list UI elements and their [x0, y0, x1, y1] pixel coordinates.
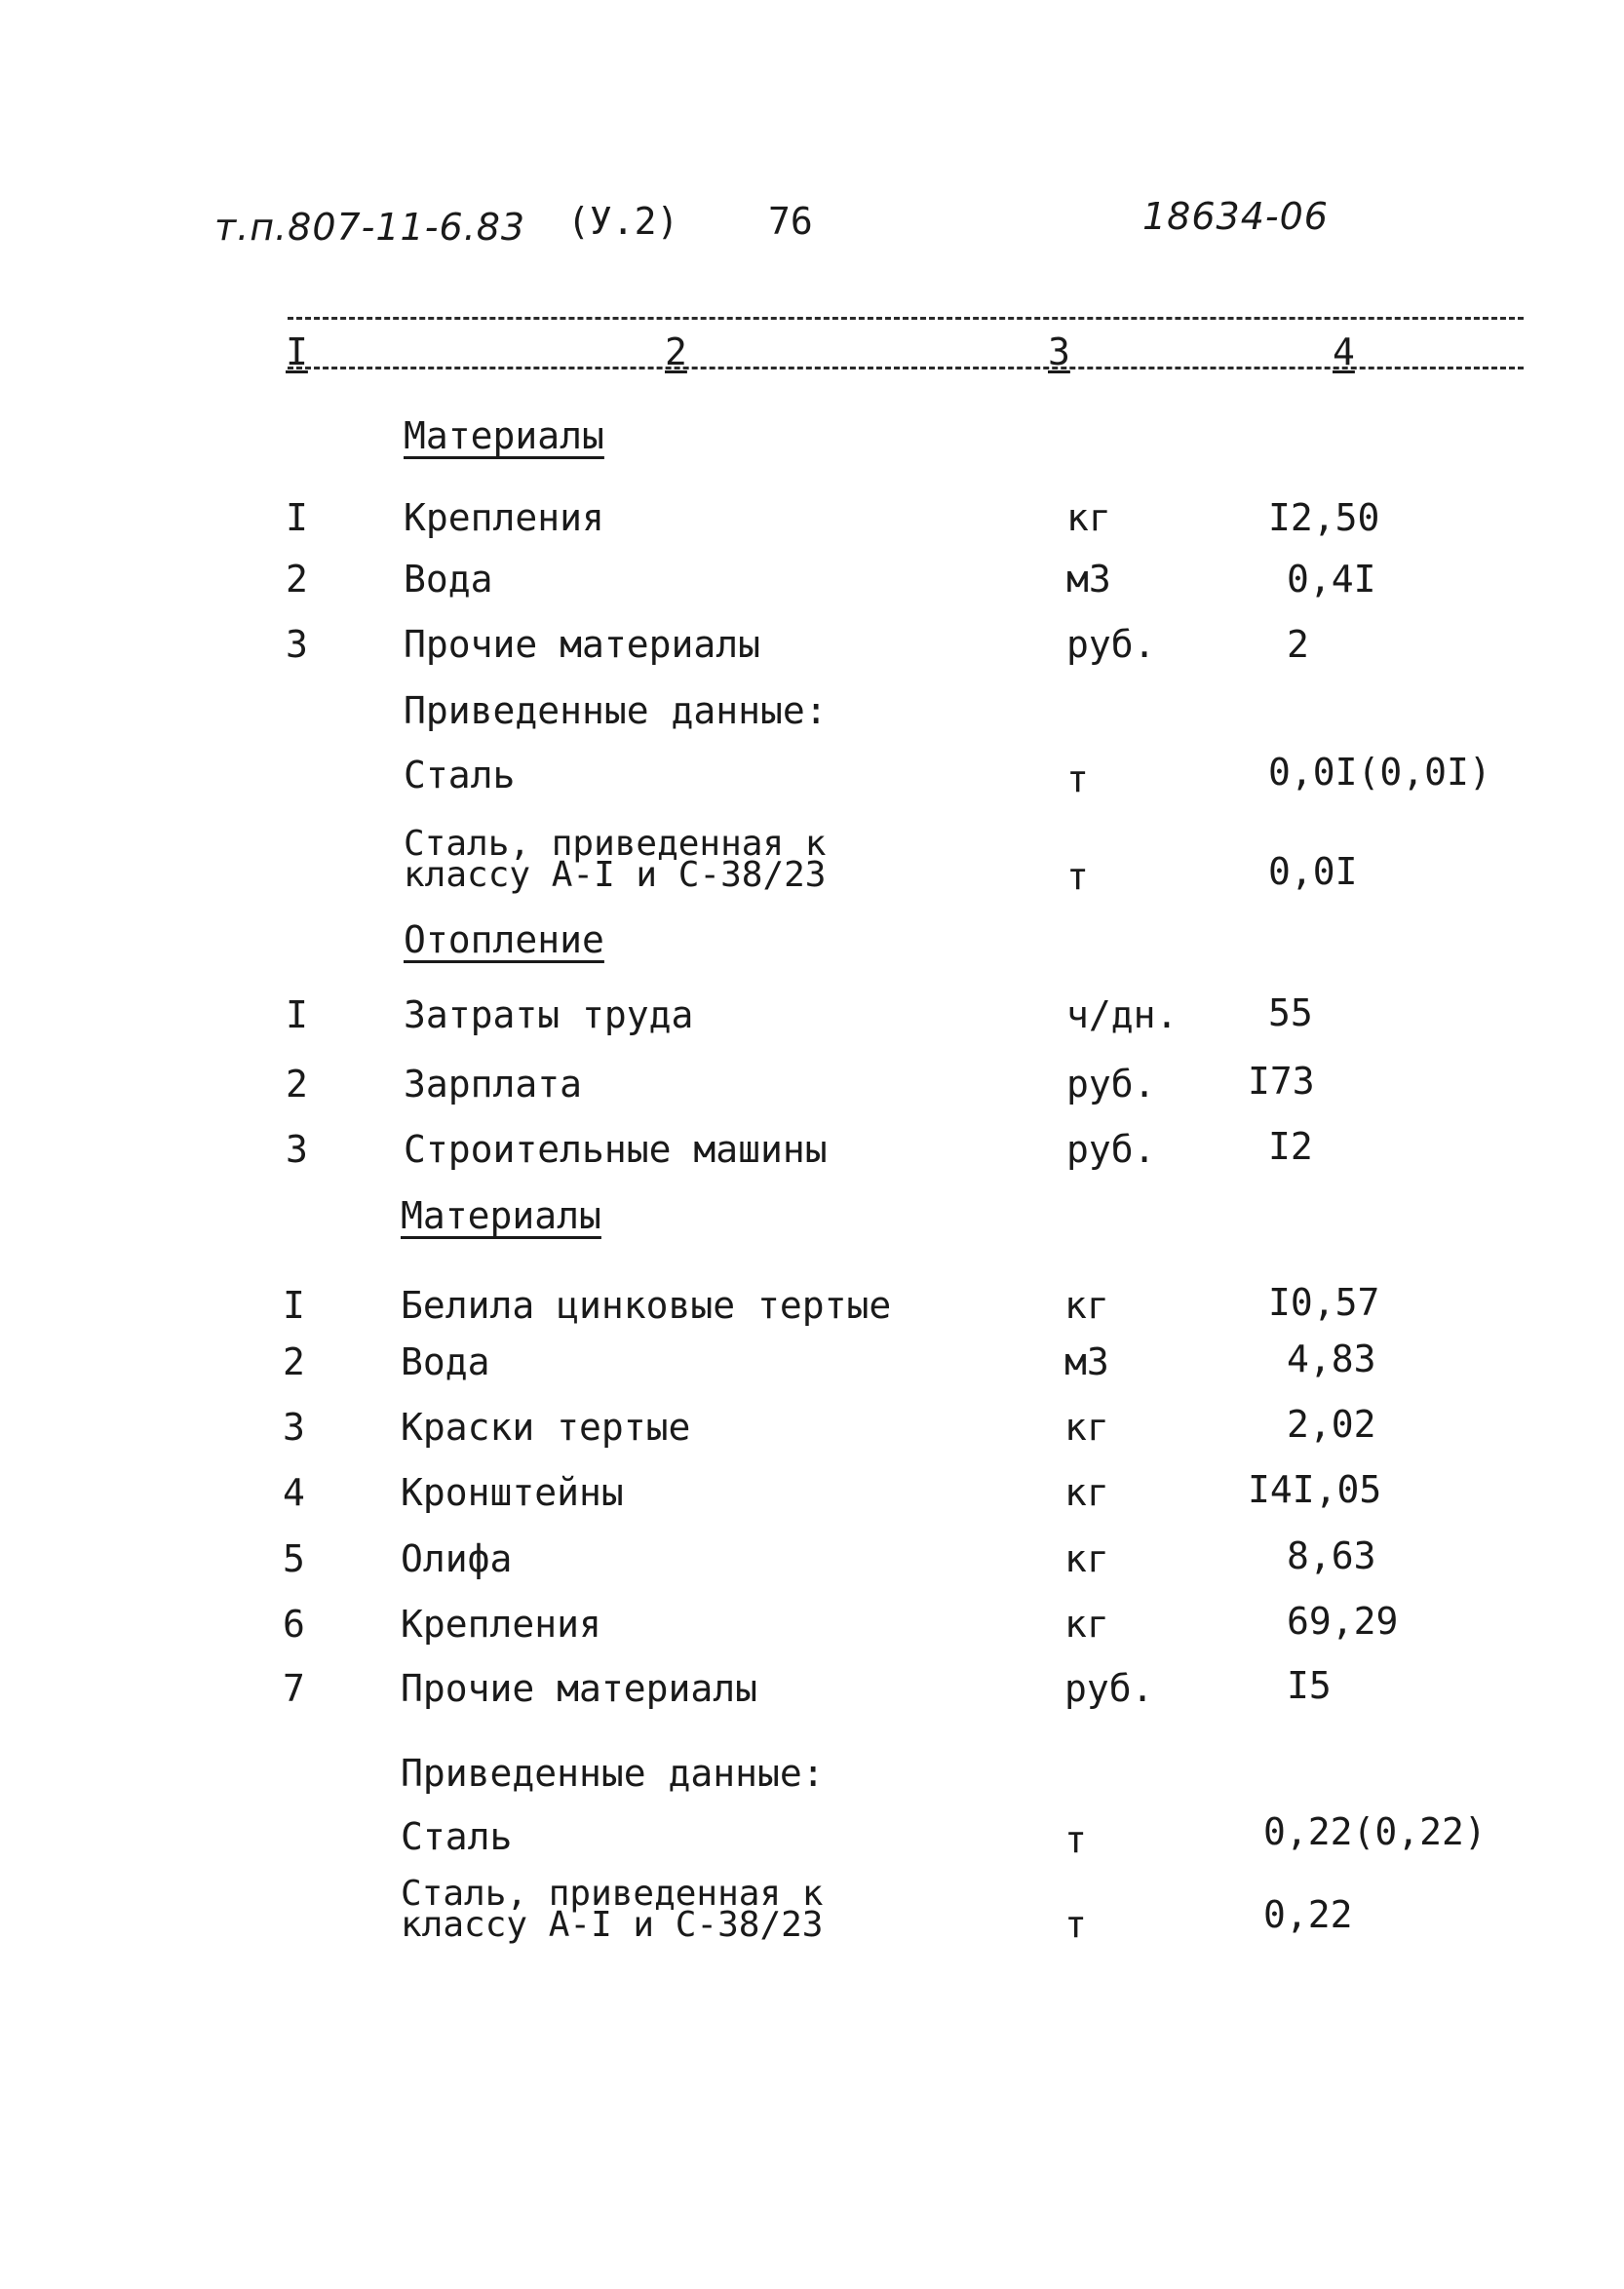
row-value: 0,22 [1263, 1893, 1353, 1936]
row-number: 6 [283, 1603, 305, 1646]
row-value: I2,50 [1268, 496, 1380, 539]
document-part: (У.2) [567, 200, 679, 243]
row-name: Строительные машины [404, 1128, 828, 1171]
row-value: I5 [1287, 1664, 1332, 1707]
row-unit: кг [1064, 1537, 1109, 1580]
section-title-heating: Отопление [404, 918, 604, 961]
row-number: 4 [283, 1471, 305, 1514]
row-name: Крепления [404, 496, 604, 539]
table-top-rule [288, 317, 1524, 320]
row-unit: ч/дн. [1066, 993, 1179, 1036]
document-code: т.п.807-11-6.83 [214, 206, 526, 249]
row-name: Сталь [404, 754, 516, 796]
row-value: 2 [1287, 623, 1309, 666]
row-name-line-1: Сталь, приведенная к [401, 1874, 824, 1914]
row-name: Олифа [401, 1537, 513, 1580]
row-value: 0,0I [1268, 850, 1358, 893]
row-number: 2 [283, 1340, 305, 1383]
column-number-3: 3 [1048, 330, 1070, 373]
row-number: 3 [286, 623, 308, 666]
row-number: 2 [286, 558, 308, 601]
row-value: I0,57 [1268, 1281, 1380, 1324]
row-value: 69,29 [1287, 1600, 1399, 1643]
row-name: Вода [404, 558, 493, 601]
row-value: 0,22(0,22) [1263, 1810, 1487, 1853]
row-unit: кг [1064, 1471, 1109, 1514]
row-unit: руб. [1066, 1128, 1156, 1171]
column-number-2: 2 [665, 330, 687, 373]
row-value: I2 [1268, 1125, 1313, 1168]
row-value: 55 [1268, 991, 1313, 1034]
row-name: Прочие материалы [401, 1667, 758, 1710]
section-title-materials: Материалы [404, 414, 604, 457]
row-name: Вода [401, 1340, 490, 1383]
row-name: Сталь [401, 1815, 513, 1858]
row-value: 0,0I(0,0I) [1268, 751, 1491, 794]
row-name: Крепления [401, 1603, 601, 1646]
row-name-line-2: классу А-I и С-38/23 [401, 1905, 824, 1945]
row-unit: м3 [1064, 1340, 1109, 1383]
reduced-data-heading: Приведенные данные: [401, 1752, 825, 1795]
row-unit: кг [1066, 496, 1111, 539]
row-name: Затраты труда [404, 993, 694, 1036]
page-number: 76 [768, 200, 813, 243]
row-unit: руб. [1064, 1667, 1154, 1710]
row-unit: руб. [1066, 1063, 1156, 1106]
row-value: 8,63 [1287, 1534, 1376, 1577]
row-number: 2 [286, 1063, 308, 1106]
row-name: Белила цинковые тертые [401, 1284, 892, 1327]
row-number: I [283, 1284, 305, 1327]
row-unit: кг [1064, 1406, 1109, 1449]
row-unit: т [1064, 1903, 1087, 1946]
row-unit: т [1066, 757, 1089, 800]
column-number-4: 4 [1333, 330, 1355, 373]
row-value: 4,83 [1287, 1338, 1376, 1380]
row-unit: кг [1064, 1284, 1109, 1327]
row-number: 3 [286, 1128, 308, 1171]
row-name-line-1: Сталь, приведенная к [404, 824, 827, 864]
row-name: Кронштейны [401, 1471, 624, 1514]
row-name: Краски тертые [401, 1406, 691, 1449]
row-value: I4I,05 [1248, 1468, 1382, 1511]
row-unit: кг [1064, 1603, 1109, 1646]
row-number: 7 [283, 1667, 305, 1710]
row-number: 5 [283, 1537, 305, 1580]
column-number-1: I [286, 330, 308, 373]
row-number: I [286, 993, 308, 1036]
reduced-data-heading: Приведенные данные: [404, 689, 828, 732]
section-title-materials: Материалы [401, 1194, 601, 1237]
row-number: I [286, 496, 308, 539]
row-unit: т [1064, 1818, 1087, 1861]
row-unit: руб. [1066, 623, 1156, 666]
row-unit: м3 [1066, 558, 1111, 601]
row-number: 3 [283, 1406, 305, 1449]
row-value: 0,4I [1287, 558, 1376, 601]
table-header-rule [288, 367, 1524, 369]
row-unit: т [1066, 855, 1089, 898]
inventory-number: 18634-06 [1142, 195, 1329, 238]
row-value: I73 [1248, 1060, 1315, 1103]
row-value: 2,02 [1287, 1403, 1376, 1446]
row-name: Прочие материалы [404, 623, 761, 666]
row-name: Зарплата [404, 1063, 583, 1106]
row-name-line-2: классу А-I и С-38/23 [404, 855, 827, 895]
